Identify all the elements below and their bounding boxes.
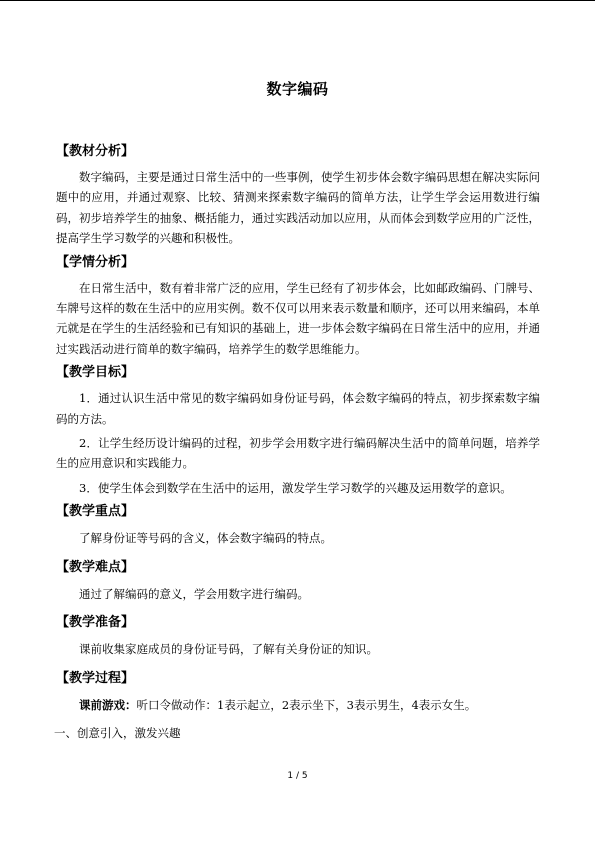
pre-class-game xyxy=(56,695,540,715)
section-heading: 【教学重点】 xyxy=(56,504,135,520)
document-body xyxy=(56,141,540,743)
section-heading: 【教学过程】 xyxy=(56,670,135,686)
section-student-analysis xyxy=(56,252,540,360)
paragraph: 了解身份证等号码的含义，体会数字编码的特点。 xyxy=(79,531,332,546)
step-one-heading: 一、创意引入，激发兴趣 xyxy=(54,725,181,740)
section-textbook-analysis xyxy=(56,141,540,249)
goal-item: 3．使学生体会到数学在生活中的运用，激发学生学习数学的兴趣及运用数学的意识。 xyxy=(79,480,512,495)
top-rule xyxy=(0,0,595,1)
goal-item: 2．让学生经历设计编码的过程，初步学会用数字进行编码解决生活中的简单问题，培养学生的应用意识和实践能力。 xyxy=(56,436,540,471)
goal-item: 1．通过认识生活中常见的数字编码如身份证号码，体会数字编码的特点，初步探索数字编码的方法。 xyxy=(56,391,540,426)
section-heading: 【教学目标】 xyxy=(56,365,135,381)
paragraph: 数字编码，主要是通过日常生活中的一些事例，使学生初步体会数字编码思想在解决实际问题中的应用，并通过观察、比较、猜测来探索数字编码的简单方法，让学生学会运用数进行编码，初步培养学生的抽象、概括能力，通过实践活动加以应用，从而体会到数学应用的广泛性，提高学生学习数学的兴趣和积极性。 xyxy=(56,170,540,246)
section-difficulties xyxy=(56,557,540,604)
section-heading: 【教学准备】 xyxy=(56,615,135,631)
game-label: 课前游戏： xyxy=(79,697,137,712)
section-heading: 【教材分析】 xyxy=(56,144,135,159)
paragraph: 通过了解编码的意义，学会用数字进行编码。 xyxy=(79,586,309,601)
section-teaching-process xyxy=(56,668,540,744)
section-heading: 【学情分析】 xyxy=(56,254,135,270)
page-number: 1 / 5 xyxy=(287,771,308,781)
paragraph: 课前收集家庭成员的身份证号码，了解有关身份证的知识。 xyxy=(79,642,378,657)
section-preparation xyxy=(56,612,540,659)
section-key-points xyxy=(56,501,540,548)
section-heading: 【教学难点】 xyxy=(56,559,135,575)
page-title: 数字编码 xyxy=(266,80,329,98)
section-teaching-goals xyxy=(56,362,540,498)
game-text: 听口令做动作：1表示起立，2表示坐下，3表示男生，4表示女生。 xyxy=(136,697,477,712)
paragraph: 在日常生活中，数有着非常广泛的应用，学生已经有了初步体会，比如邮政编码、门牌号、车牌号这样的数在生活中的应用实例。数不仅可以用来表示数量和顺序，还可以用来编码，本单元就是在学生的生活经验和已有知识的基础上，进一步体会数字编码在日常生活中的应用，并通过实践活动进行简单的数字编码，培养学生的数学思维能力。 xyxy=(56,280,540,356)
